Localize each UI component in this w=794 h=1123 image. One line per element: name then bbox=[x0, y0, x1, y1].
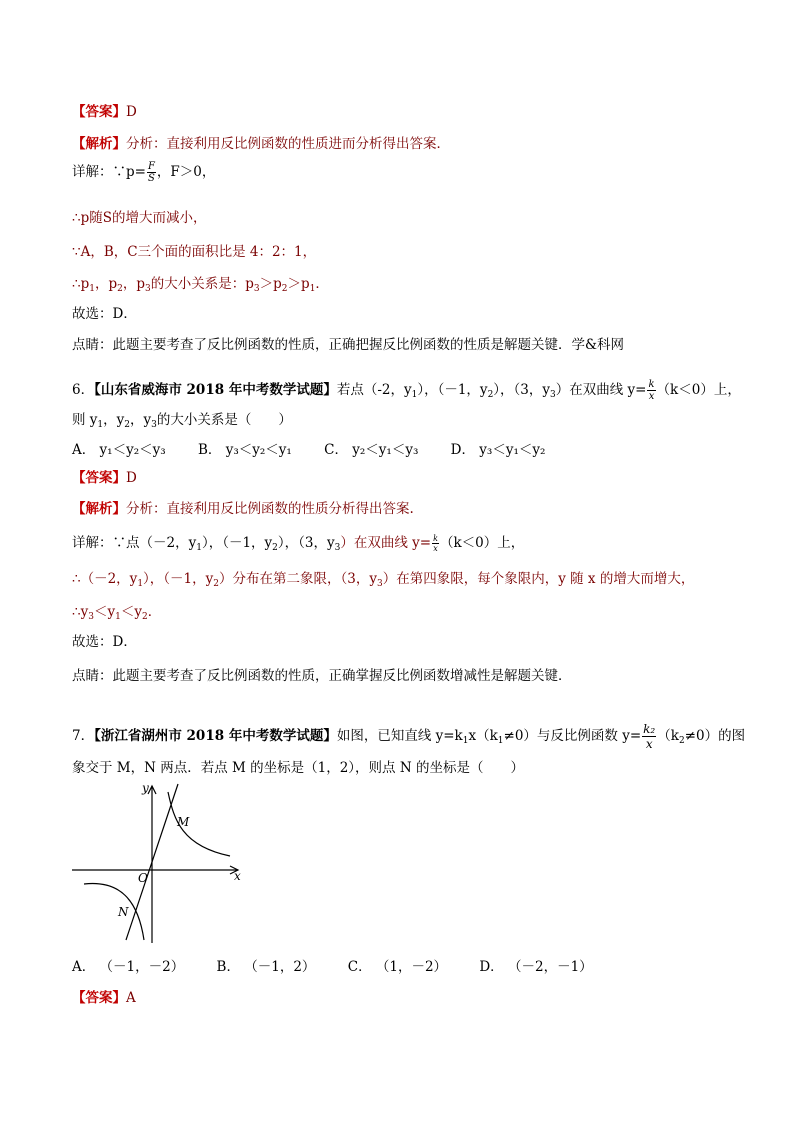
option-b: B． y₃＜y₂＜y₁ bbox=[197, 442, 292, 458]
q5-choose: 故选：D． bbox=[72, 306, 137, 322]
question-number: 6． bbox=[72, 382, 95, 398]
q6-stem-line2: 则 $y_1$，$y_2$，$y_3$的大小关系是（ ） bbox=[72, 412, 292, 430]
q6-stem-line1: 6．【山东省威海市 2018 年中考数学试题】若点（-2，$y_1$），（－1，$y_2$），（3，$y_3$）在双曲线 y= $\frac{k}{x}$ （k＜0）上， bbox=[72, 379, 741, 402]
q6-detail-line: 详解：∵点（－2，$y_1$），（－1，$y_2$），（3，$y_3$）在双曲线 y= $\frac{k}{x}$ （k＜0）上， bbox=[72, 534, 525, 553]
option-c: C． y₂＜y₁＜y₃ bbox=[324, 442, 419, 458]
y-axis-label: y bbox=[142, 781, 149, 795]
q5-line-p: ∴p随S的增大而减小， bbox=[72, 210, 207, 226]
q7-answer-line bbox=[72, 986, 136, 1006]
q6-comment: 点睛：此题主要考查了反比例函数的性质，正确掌握反比例函数增减性是解题关键． bbox=[72, 668, 572, 684]
q6-line3: $\therefore y_3<y_1<y_2$． bbox=[72, 604, 162, 622]
analysis-text: 分析：直接利用反比例函数的性质分析得出答案. bbox=[126, 501, 414, 517]
q6-line2: ∴（－2，$y_1$），（－1，$y_2$）分布在第二象限，（3，$y_3$）在第四象限，每个象限内，y 随 x 的增大而增大， bbox=[72, 571, 695, 589]
option-a: A． （－1，－2） bbox=[72, 959, 185, 975]
analysis-tag: 【解析】 bbox=[72, 136, 126, 152]
q7-options bbox=[72, 955, 621, 975]
q6-choose: 故选：D． bbox=[72, 634, 137, 650]
q6-options bbox=[72, 438, 573, 458]
option-d: D． （－2，－1） bbox=[479, 959, 593, 975]
q7-stem-line1: 7．【浙江省湖州市 2018 年中考数学试题】如图，已知直线 $y=k_1x(k_1\ne 0)$与反比例函数 y= $\frac{\text{k₂}}{x}$ $(k_2\ne 0)$的图 bbox=[72, 722, 746, 751]
q5-line-area: ∵A，B，C三个面的面积比是 4：2：1， bbox=[72, 244, 317, 260]
option-b: B． （－1，2） bbox=[216, 959, 316, 975]
point-n-label: N bbox=[118, 905, 129, 919]
answer-value: A bbox=[126, 990, 136, 1006]
point-m-label: M bbox=[177, 815, 190, 829]
answer-value: D bbox=[126, 470, 137, 486]
origin-label: O bbox=[138, 871, 148, 885]
x-axis-label: x bbox=[234, 869, 241, 883]
q7-graph bbox=[70, 780, 250, 945]
analysis-tag: 【解析】 bbox=[72, 501, 126, 517]
fraction-k-over-x: $\frac{k}{x}$ bbox=[433, 534, 438, 553]
question-source: 【浙江省湖州市 2018 年中考数学试题】 bbox=[94, 728, 337, 744]
q5-detail-line bbox=[72, 160, 215, 184]
question-source: 【山东省威海市 2018 年中考数学试题】 bbox=[94, 382, 337, 398]
analysis-text: 分析：直接利用反比例函数的性质进而分析得出答案． bbox=[126, 136, 450, 152]
q5-analysis-line bbox=[72, 132, 450, 152]
fraction-k2-over-x: $\frac{\text{k₂}}{x}$ bbox=[643, 722, 656, 751]
option-d: D． y₃＜y₁＜y₂ bbox=[450, 442, 546, 458]
q5-comment: 点睛：此题主要考查了反比例函数的性质，正确把握反比例函数的性质是解题关键．学&科网 bbox=[72, 337, 625, 353]
answer-value: D bbox=[126, 104, 137, 120]
answer-tag: 【答案】 bbox=[72, 470, 126, 486]
q5-line-relation: $\therefore p_1$，$p_2$，$p_3$的大小关系是：$p_3>p_2>p_1$． bbox=[72, 276, 329, 294]
q6-answer-line bbox=[72, 466, 137, 486]
fraction-k-over-x: $\frac{k}{x}$ bbox=[648, 379, 655, 402]
option-c: C． （1，－2） bbox=[347, 959, 448, 975]
q6-analysis-line bbox=[72, 497, 414, 517]
answer-tag: 【答案】 bbox=[72, 990, 126, 1006]
question-number: 7． bbox=[72, 728, 95, 744]
q5-answer-line bbox=[72, 100, 137, 120]
q7-stem-line2: 象交于 M，N 两点．若点 M 的坐标是（1，2），则点 N 的坐标是（ ） bbox=[72, 760, 524, 776]
answer-tag: 【答案】 bbox=[72, 104, 126, 120]
detail-prefix: 详解：∵p= bbox=[72, 164, 146, 180]
detail-suffix: ，F＞0， bbox=[156, 164, 216, 180]
option-a: A． y₁＜y₂＜y₃ bbox=[72, 442, 166, 458]
fraction-f-over-s: $\frac{F}{S}$ bbox=[147, 161, 155, 184]
